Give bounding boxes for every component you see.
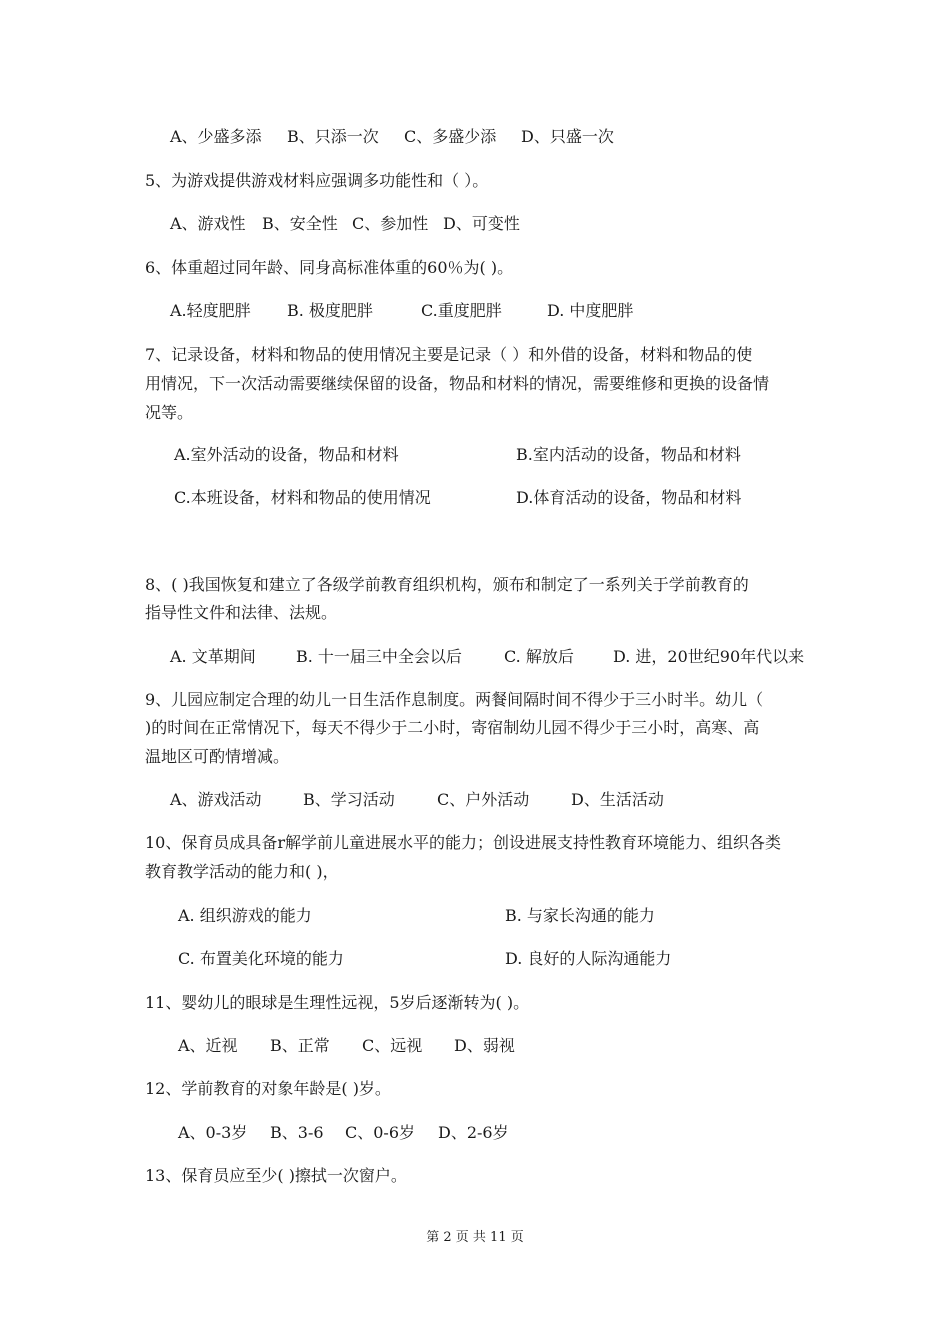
q11-option-d: D、弱视 bbox=[454, 1036, 515, 1055]
q7-option-c: C.本班设备，材料和物品的使用情况 bbox=[174, 488, 431, 507]
q4-option-c: C、多盛少添 bbox=[404, 127, 497, 146]
q7-stem-line-1: 7、记录设备，材料和物品的使用情况主要是记录（ ）和外借的设备，材料和物品的使 bbox=[145, 345, 753, 364]
q10-option-b: B. 与家长沟通的能力 bbox=[505, 906, 655, 925]
q11-stem: 11、婴幼儿的眼球是生理性远视，5岁后逐渐转为( )。 bbox=[145, 993, 530, 1012]
q6-option-d: D. 中度肥胖 bbox=[547, 301, 634, 320]
q10-option-c: C. 布置美化环境的能力 bbox=[178, 949, 344, 968]
q5-stem: 5、为游戏提供游戏材料应强调多功能性和（ ）。 bbox=[145, 171, 489, 190]
q12-option-c: C、0-6岁 bbox=[345, 1123, 416, 1142]
q10-option-a: A. 组织游戏的能力 bbox=[178, 906, 312, 925]
q7-option-a: A.室外活动的设备，物品和材料 bbox=[174, 445, 399, 464]
q8-option-b: B. 十一届三中全会以后 bbox=[296, 647, 462, 666]
q12-stem: 12、学前教育的对象年龄是( )岁。 bbox=[145, 1079, 391, 1098]
q12-option-b: B、3-6 bbox=[270, 1123, 324, 1142]
q6-option-b: B. 极度肥胖 bbox=[287, 301, 373, 320]
q6-stem: 6、体重超过同年龄、同身高标准体重的60％为( )。 bbox=[145, 258, 514, 277]
q10-stem-line-2: 教育教学活动的能力和( )， bbox=[145, 862, 339, 881]
q13-stem: 13、保育员应至少( )擦拭一次窗户。 bbox=[145, 1166, 407, 1185]
q9-option-c: C、户外活动 bbox=[437, 790, 530, 809]
q10-option-d: D. 良好的人际沟通能力 bbox=[505, 949, 672, 968]
q9-option-b: B、学习活动 bbox=[303, 790, 395, 809]
q4-option-b: B、只添一次 bbox=[287, 127, 379, 146]
q9-option-a: A、游戏活动 bbox=[170, 790, 262, 809]
q8-option-a: A. 文革期间 bbox=[170, 647, 256, 666]
q12-option-d: D、2-6岁 bbox=[438, 1123, 509, 1142]
q7-stem-line-3: 况等。 bbox=[145, 403, 194, 422]
q5-option-a: A、游戏性 bbox=[170, 214, 246, 233]
q9-option-d: D、生活活动 bbox=[571, 790, 664, 809]
q8-stem-line-1: 8、( )我国恢复和建立了各级学前教育组织机构，颁布和制定了一系列关于学前教育的 bbox=[145, 575, 749, 594]
q12-option-a: A、0-3岁 bbox=[178, 1123, 248, 1142]
q6-option-c: C.重度肥胖 bbox=[421, 301, 502, 320]
q11-option-b: B、正常 bbox=[270, 1036, 330, 1055]
q7-option-d: D.体育活动的设备，物品和材料 bbox=[516, 488, 742, 507]
q7-option-b: B.室内活动的设备，物品和材料 bbox=[516, 445, 741, 464]
page-footer: 第 2 页 共 11 页 bbox=[426, 1230, 524, 1245]
q8-option-c: C. 解放后 bbox=[504, 647, 574, 666]
q11-option-a: A、近视 bbox=[178, 1036, 238, 1055]
q11-option-c: C、远视 bbox=[362, 1036, 423, 1055]
q9-stem-line-1: 9、儿园应制定合理的幼儿一日生活作息制度。两餐间隔时间不得少于三小时半。幼儿（ bbox=[145, 690, 764, 709]
q4-option-d: D、只盛一次 bbox=[521, 127, 614, 146]
q9-stem-line-2: )的时间在正常情况下，每天不得少于二小时，寄宿制幼儿园不得少于三小时，高寒、高 bbox=[145, 718, 760, 737]
q5-option-d: D、可变性 bbox=[443, 214, 520, 233]
q5-option-b: B、安全性 bbox=[262, 214, 338, 233]
q5-option-c: C、参加性 bbox=[352, 214, 429, 233]
q8-stem-line-2: 指导性文件和法律、法规。 bbox=[145, 603, 338, 622]
q9-stem-line-3: 温地区可酌情增减。 bbox=[145, 747, 290, 766]
q7-stem-line-2: 用情况，下一次活动需要继续保留的设备，物品和材料的情况，需要维修和更换的设备情 bbox=[145, 374, 770, 393]
q8-option-d: D. 进，20世纪90年代以来 bbox=[613, 647, 805, 666]
q6-option-a: A.轻度肥胖 bbox=[170, 301, 251, 320]
q4-option-a: A、少盛多添 bbox=[170, 127, 262, 146]
q10-stem-line-1: 10、保育员成具备r解学前儿童进展水平的能力；创设进展支持性教育环境能力、组织各类 bbox=[145, 833, 782, 852]
